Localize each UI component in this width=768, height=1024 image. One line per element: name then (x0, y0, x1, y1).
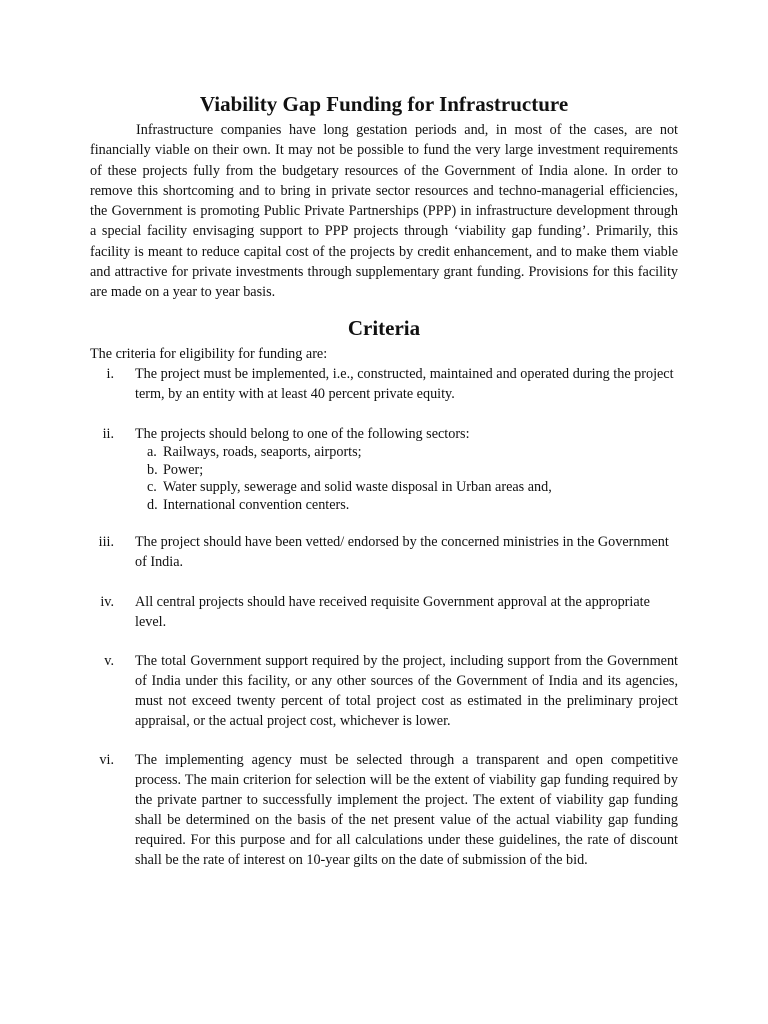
criterion-number: iv. (100, 594, 114, 610)
sector-text: Railways, roads, seaports, airports; (163, 444, 362, 460)
criterion-number: vi. (99, 752, 114, 768)
sector-item-c (135, 479, 678, 497)
criterion-item-iii (90, 532, 678, 572)
sector-text: International convention centers. (163, 496, 350, 513)
criterion-item-v (90, 651, 678, 731)
sector-item-a (135, 444, 678, 462)
criterion-text: The projects should belong to one of the following sectors: (135, 426, 470, 442)
criteria-lead: The criteria for eligibility for funding are: (90, 346, 328, 362)
sector-text: Power; (163, 461, 204, 478)
criterion-number: v. (104, 653, 114, 669)
criterion-item-iv (90, 592, 678, 632)
sector-text: Water supply, sewerage and solid waste disposal in Urban areas and, (163, 479, 552, 495)
criterion-text: The total Government support required by the project, including support from the Government of India under this facility, or any other sources of the Government of India and its agencies, must not exceed twenty percent of total project cost as estimated in the preliminary project appraisal, or the actual project cost, whichever is lower. (135, 653, 678, 729)
criterion-text: The implementing agency must be selected through a transparent and open competitive process. The main criterion for selection will be the extent of viability gap funding required by the private partner to successfully implement the project. The extent of viability gap funding shall be determined on the basis of the net present value of the actual viability gap funding required. For this purpose and for all calculations under these guidelines, the rate of discount shall be the rate of interest on 10-year gilts on the date of submission of the bid. (135, 752, 678, 868)
sector-letter: b. (147, 461, 158, 478)
criterion-item-vi (90, 750, 678, 870)
criteria-heading: Criteria (347, 316, 421, 340)
sector-list (135, 444, 678, 514)
intro-paragraph: Infrastructure companies have long gestation periods and, in most of the cases, are not financially viable on their own. It may not be possible to fund the very large investment requirements of these projects fully from the budgetary resources of the Government of India alone. In order to remove this shortcoming and to bring in private sector resources and techno-managerial efficiencies, the Government is promoting Public Private Partnerships (PPP) in infrastructure development through a special facility envisaging support to PPP projects through ‘viability gap funding’. Primarily, this facility is meant to reduce capital cost of the projects by credit enhancement, and to make them viable and attractive for private investments through supplementary grant funding. Provisions for this facility are made on a year to year basis. (90, 122, 678, 301)
criterion-text: All central projects should have received requisite Government approval at the appropriate level. (135, 594, 650, 630)
criterion-number: iii. (98, 534, 114, 550)
criterion-number: i. (106, 366, 114, 382)
sector-item-b (135, 462, 678, 480)
criterion-item-i (90, 364, 678, 404)
sector-item-d (135, 497, 678, 515)
criterion-item-ii (90, 424, 678, 514)
sector-letter: a. (147, 444, 157, 460)
criterion-text: The project must be implemented, i.e., constructed, maintained and operated during the project term, by an entity with at least 40 percent private equity. (135, 366, 674, 402)
criterion-text: The project should have been vetted/ endorsed by the concerned ministries in the Government of India. (135, 534, 669, 570)
document-title: Viability Gap Funding for Infrastructure (199, 92, 569, 116)
sector-letter: c. (147, 479, 157, 495)
sector-letter: d. (147, 496, 158, 513)
criterion-number: ii. (102, 426, 114, 442)
